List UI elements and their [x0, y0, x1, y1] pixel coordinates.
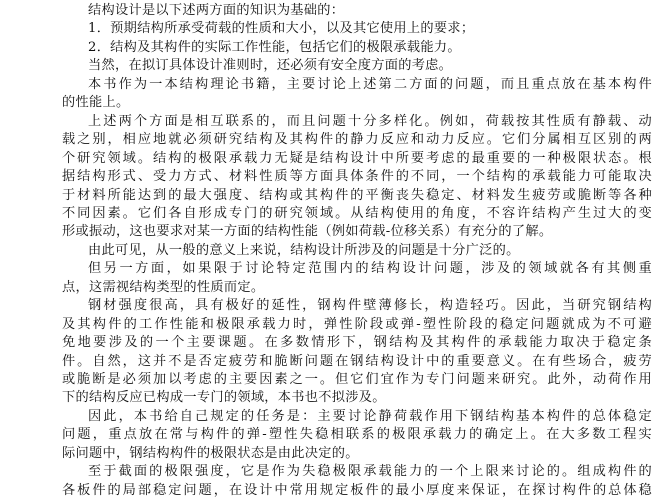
text-line-13: 形或振动，这也要求对某一方面的结构性能（例如荷载-位移关系）有充分的了解。 [62, 224, 553, 240]
text-line-14: 由此可见，从一般的意义上来说，结构设计所涉及的问题是十分广泛的。 [88, 242, 520, 258]
text-line-26: 至于截面的极限强度，它是作为失稳极限承载能力的一个上限来讨论的。组成构件的 [88, 464, 652, 480]
text-line-12: 不同因素。它们各自形成专门的研究领域。从结构使用的角度，不容许结构产生过大的变 [62, 205, 652, 221]
text-line-15: 但另一方面，如果限于讨论特定范围内的结构设计问题，涉及的领域就各有其侧重 [88, 261, 652, 277]
text-line-16: 点，这需视结构类型的性质而定。 [62, 279, 265, 295]
text-line-1: 结构设计是以下述两方面的知识为基础的： [88, 3, 345, 18]
text-line-25: 际问题中，钢结构构件的极限状态是由此决定的。 [62, 445, 359, 461]
text-line-4: 当然，在拟订具体设计准则时，还必须有安全度方面的考虑。 [88, 58, 453, 74]
text-line-11: 于材料所能达到的最大强度、结构或其构件的平衡丧失稳定、材料发生疲劳或脆断等各种 [62, 187, 652, 203]
text-line-19: 免地要涉及的一个主要课题。在多数情形下，钢结构及其构件的承载能力取决于稳定条 [62, 335, 652, 351]
text-line-8: 载之别，相应地就必须研究结构及其构件的静力反应和动力反应。它们分属相互区别的两 [62, 132, 652, 148]
text-line-9: 个研究领域。结构的极限承载力无疑是结构设计中所要考虑的最重要的一种极限状态。根 [62, 150, 652, 166]
text-line-20: 件。自然，这并不是否定疲劳和脆断问题在钢结构设计中的重要意义。在有些场合，疲劳 [62, 353, 652, 369]
text-line-2: 1．预期结构所承受荷载的性质和大小，以及其它使用上的要求； [88, 21, 475, 37]
text-line-10: 据结构形式、受力方式、材料性质等方面具体条件的不同，一个结构的承载能力可能取决 [62, 169, 652, 185]
text-line-27: 各板件的局部稳定问题，在设计中常用规定板件的最小厚度来保证，在探讨构件的总体稳 [62, 482, 652, 498]
text-line-22: 下的结构反应已构成一专门的领域，本书也不拟涉及。 [62, 390, 386, 406]
text-line-7: 上述两个方面是相互联系的，而且问题十分多样化。例如，荷载按其性质有静载、动 [88, 113, 652, 129]
text-line-18: 及其构件的工作性能和极限承载力时，弹性阶段或弹-塑性阶段的稳定问题就成为不可避 [62, 316, 652, 332]
text-line-3: 2．结构及其构件的实际工作性能，包括它们的极限承载能力。 [88, 39, 461, 55]
text-line-6: 的性能上。 [62, 95, 130, 111]
text-line-21: 或脆断是必须加以考虑的主要因素之一。但它们宜作为专门问题来研究。此外，动荷作用 [62, 372, 652, 387]
text-line-17: 钢材强度很高，具有极好的延性，钢构件壁薄修长，构造轻巧。因此，当研究钢结构 [88, 298, 652, 314]
text-line-23: 因此，本书给自己规定的任务是：主要讨论静荷载作用下钢结构基本构件的总体稳定 [88, 408, 652, 424]
text-line-5: 本书作为一本结构理论书籍，主要讨论上述第二方面的问题，而且重点放在基本构件 [88, 76, 652, 92]
text-line-24: 问题，重点放在常与构件的弹-塑性失稳相联系的极限承载力的确定上。在大多数工程实 [62, 427, 652, 443]
